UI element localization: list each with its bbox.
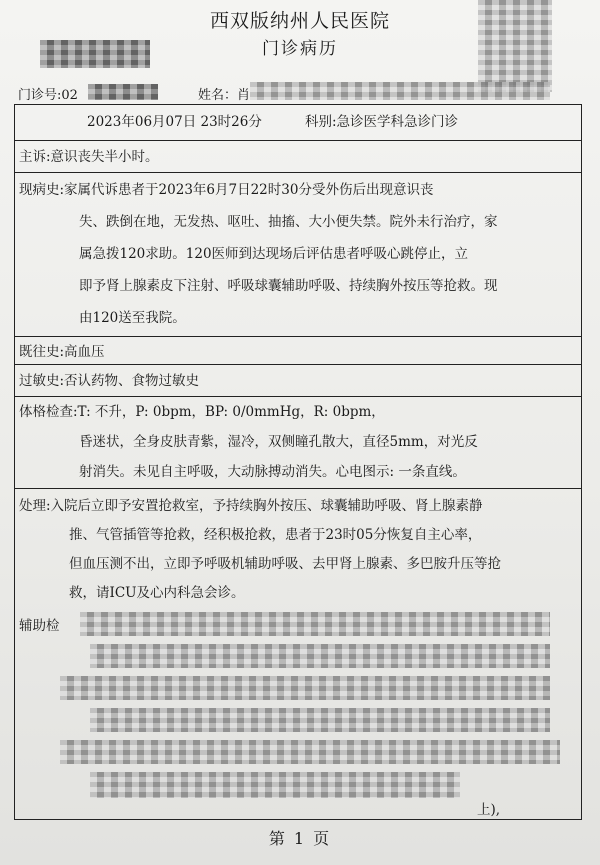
auxiliary-exam-label: 辅助检 xyxy=(19,618,60,634)
page-number: 第 1 页 xyxy=(268,829,332,848)
present-illness-line: 失、跌倒在地，无发热、呕吐、抽搐、大小便失禁。院外未行治疗，家 xyxy=(79,214,498,230)
past-history: 既往史:高血压 xyxy=(19,344,105,360)
patient-header-row xyxy=(18,84,251,103)
visit-datetime: 2023年06月07日 23时26分 xyxy=(87,114,262,130)
visit-department: 科别:急诊医学科急诊门诊 xyxy=(305,114,459,130)
present-illness-line: 属急拨120求助。120医师到达现场后评估患者呼吸心跳停止，立 xyxy=(79,246,469,262)
document-title: 门诊病历 xyxy=(262,39,338,59)
hospital-name: 西双版纳州人民医院 xyxy=(209,10,390,32)
past-history-row xyxy=(15,337,581,365)
redacted-auxiliary-exam-6 xyxy=(90,772,460,798)
clinic-number: 门诊号:02 xyxy=(18,88,78,103)
physical-exam-line: 体格检查:T: 不升，P: 0bpm，BP: 0/0mmHg，R: 0bpm， xyxy=(19,404,385,420)
redacted-clinic-number xyxy=(88,84,158,100)
physical-exam-row xyxy=(15,397,581,489)
physical-exam-line: 射消失。未见自主呼吸，大动脉搏动消失。心电图示: 一条直线。 xyxy=(79,464,466,480)
chief-complaint-row xyxy=(15,141,581,173)
physical-exam-line: 昏迷状，全身皮肤青紫，湿冷，双侧瞳孔散大，直径5mm，对光反 xyxy=(79,434,478,450)
patient-name-label: 姓名：肖 xyxy=(198,88,251,103)
treatment-line: 但血压测不出，立即予呼吸机辅助呼吸、去甲肾上腺素、多巴胺升压等抢 xyxy=(69,556,501,572)
treatment-line: 救，请ICU及心内科急会诊。 xyxy=(69,585,245,601)
treatment-row xyxy=(15,489,581,609)
allergy-history-row xyxy=(15,365,581,397)
redacted-qr-code xyxy=(478,0,552,92)
redacted-auxiliary-exam-2 xyxy=(90,644,550,668)
present-illness-line: 由120送至我院。 xyxy=(79,310,186,326)
present-illness-line: 即予肾上腺素皮下注射、呼吸球囊辅助呼吸、持续胸外按压等抢救。现 xyxy=(79,278,498,294)
redacted-barcode xyxy=(40,40,150,68)
treatment-line: 处理:入院后立即予安置抢救室，予持续胸外按压、球囊辅助呼吸、肾上腺素静 xyxy=(19,498,483,514)
redacted-auxiliary-exam-1 xyxy=(80,612,550,636)
redacted-auxiliary-exam-3 xyxy=(60,676,550,700)
auxiliary-exam-partial: 上), xyxy=(477,802,501,818)
present-illness-line: 现病史:家属代诉患者于2023年6月7日22时30分受外伤后出现意识丧 xyxy=(19,182,434,198)
redacted-patient-info xyxy=(250,82,550,100)
treatment-line: 推、气管插管等抢救，经积极抢救，患者于23时05分恢复自主心率， xyxy=(69,527,482,543)
redacted-auxiliary-exam-5 xyxy=(60,740,560,764)
redacted-auxiliary-exam-4 xyxy=(90,708,550,732)
chief-complaint: 主诉:意识丧失半小时。 xyxy=(19,149,159,165)
allergy-history: 过敏史:否认药物、食物过敏史 xyxy=(19,373,200,389)
present-illness-row xyxy=(15,173,581,337)
visit-info-row xyxy=(15,105,581,141)
